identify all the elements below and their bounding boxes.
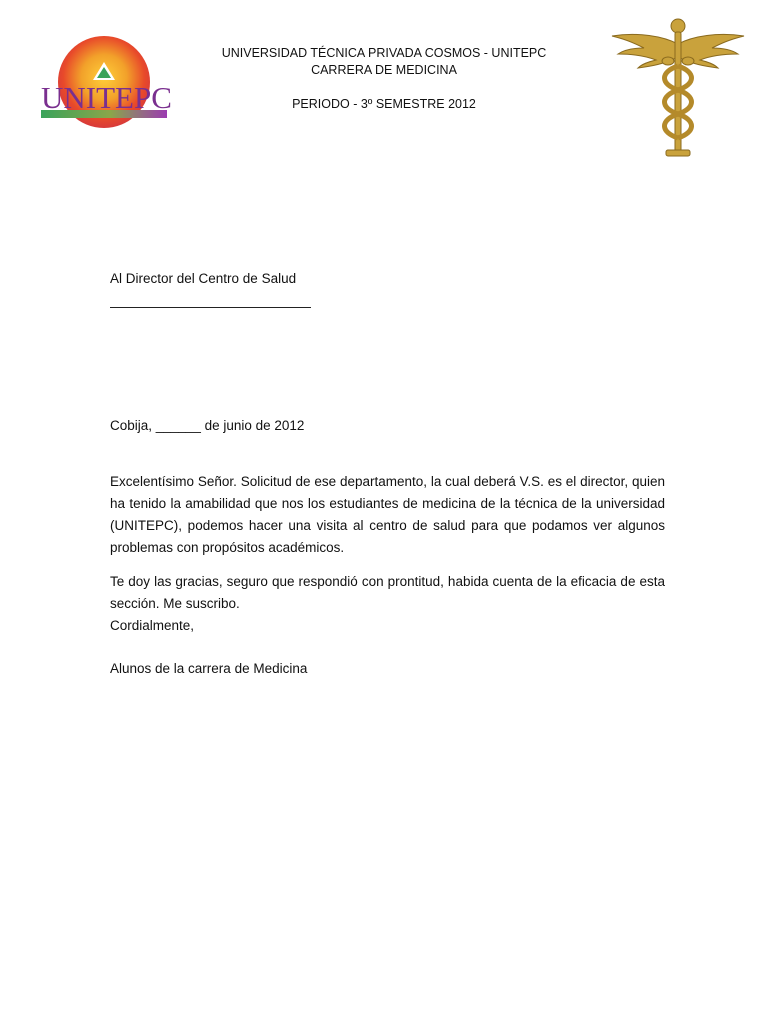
header-period: PERIODO - 3º SEMESTRE 2012 bbox=[292, 97, 476, 111]
logo-text: UNITEPC bbox=[41, 80, 172, 115]
addressee: Al Director del Centro de Salud bbox=[110, 271, 297, 286]
addressee-name-line bbox=[110, 307, 311, 308]
signature: Alunos de la carrera de Medicina bbox=[110, 661, 308, 676]
header-career: CARRERA DE MEDICINA bbox=[311, 63, 457, 77]
header-university: UNIVERSIDAD TÉCNICA PRIVADA COSMOS - UNITEPC bbox=[221, 46, 547, 60]
closing: Cordialmente, bbox=[110, 618, 195, 633]
paragraph-request: Excelentísimo Señor. Solicitud de ese departamento, la cual deberá V.S. es el director, quien ha tenido la amabilidad que nos los estudiantes de medicina de la técnica de la universidad (UNITEPC), podemos hacer una visita al centro de salud para que podamos ver algunos problemas con propósitos académicos. bbox=[110, 474, 665, 555]
unitepc-logo bbox=[38, 34, 173, 130]
caduceus-icon bbox=[608, 14, 748, 160]
place-date: Cobija, ______ de junio de 2012 bbox=[110, 418, 305, 433]
paragraph-thanks: Te doy las gracias, seguro que respondió con prontitud, habida cuenta de la eficacia de esta sección. Me suscribo. bbox=[110, 574, 665, 611]
